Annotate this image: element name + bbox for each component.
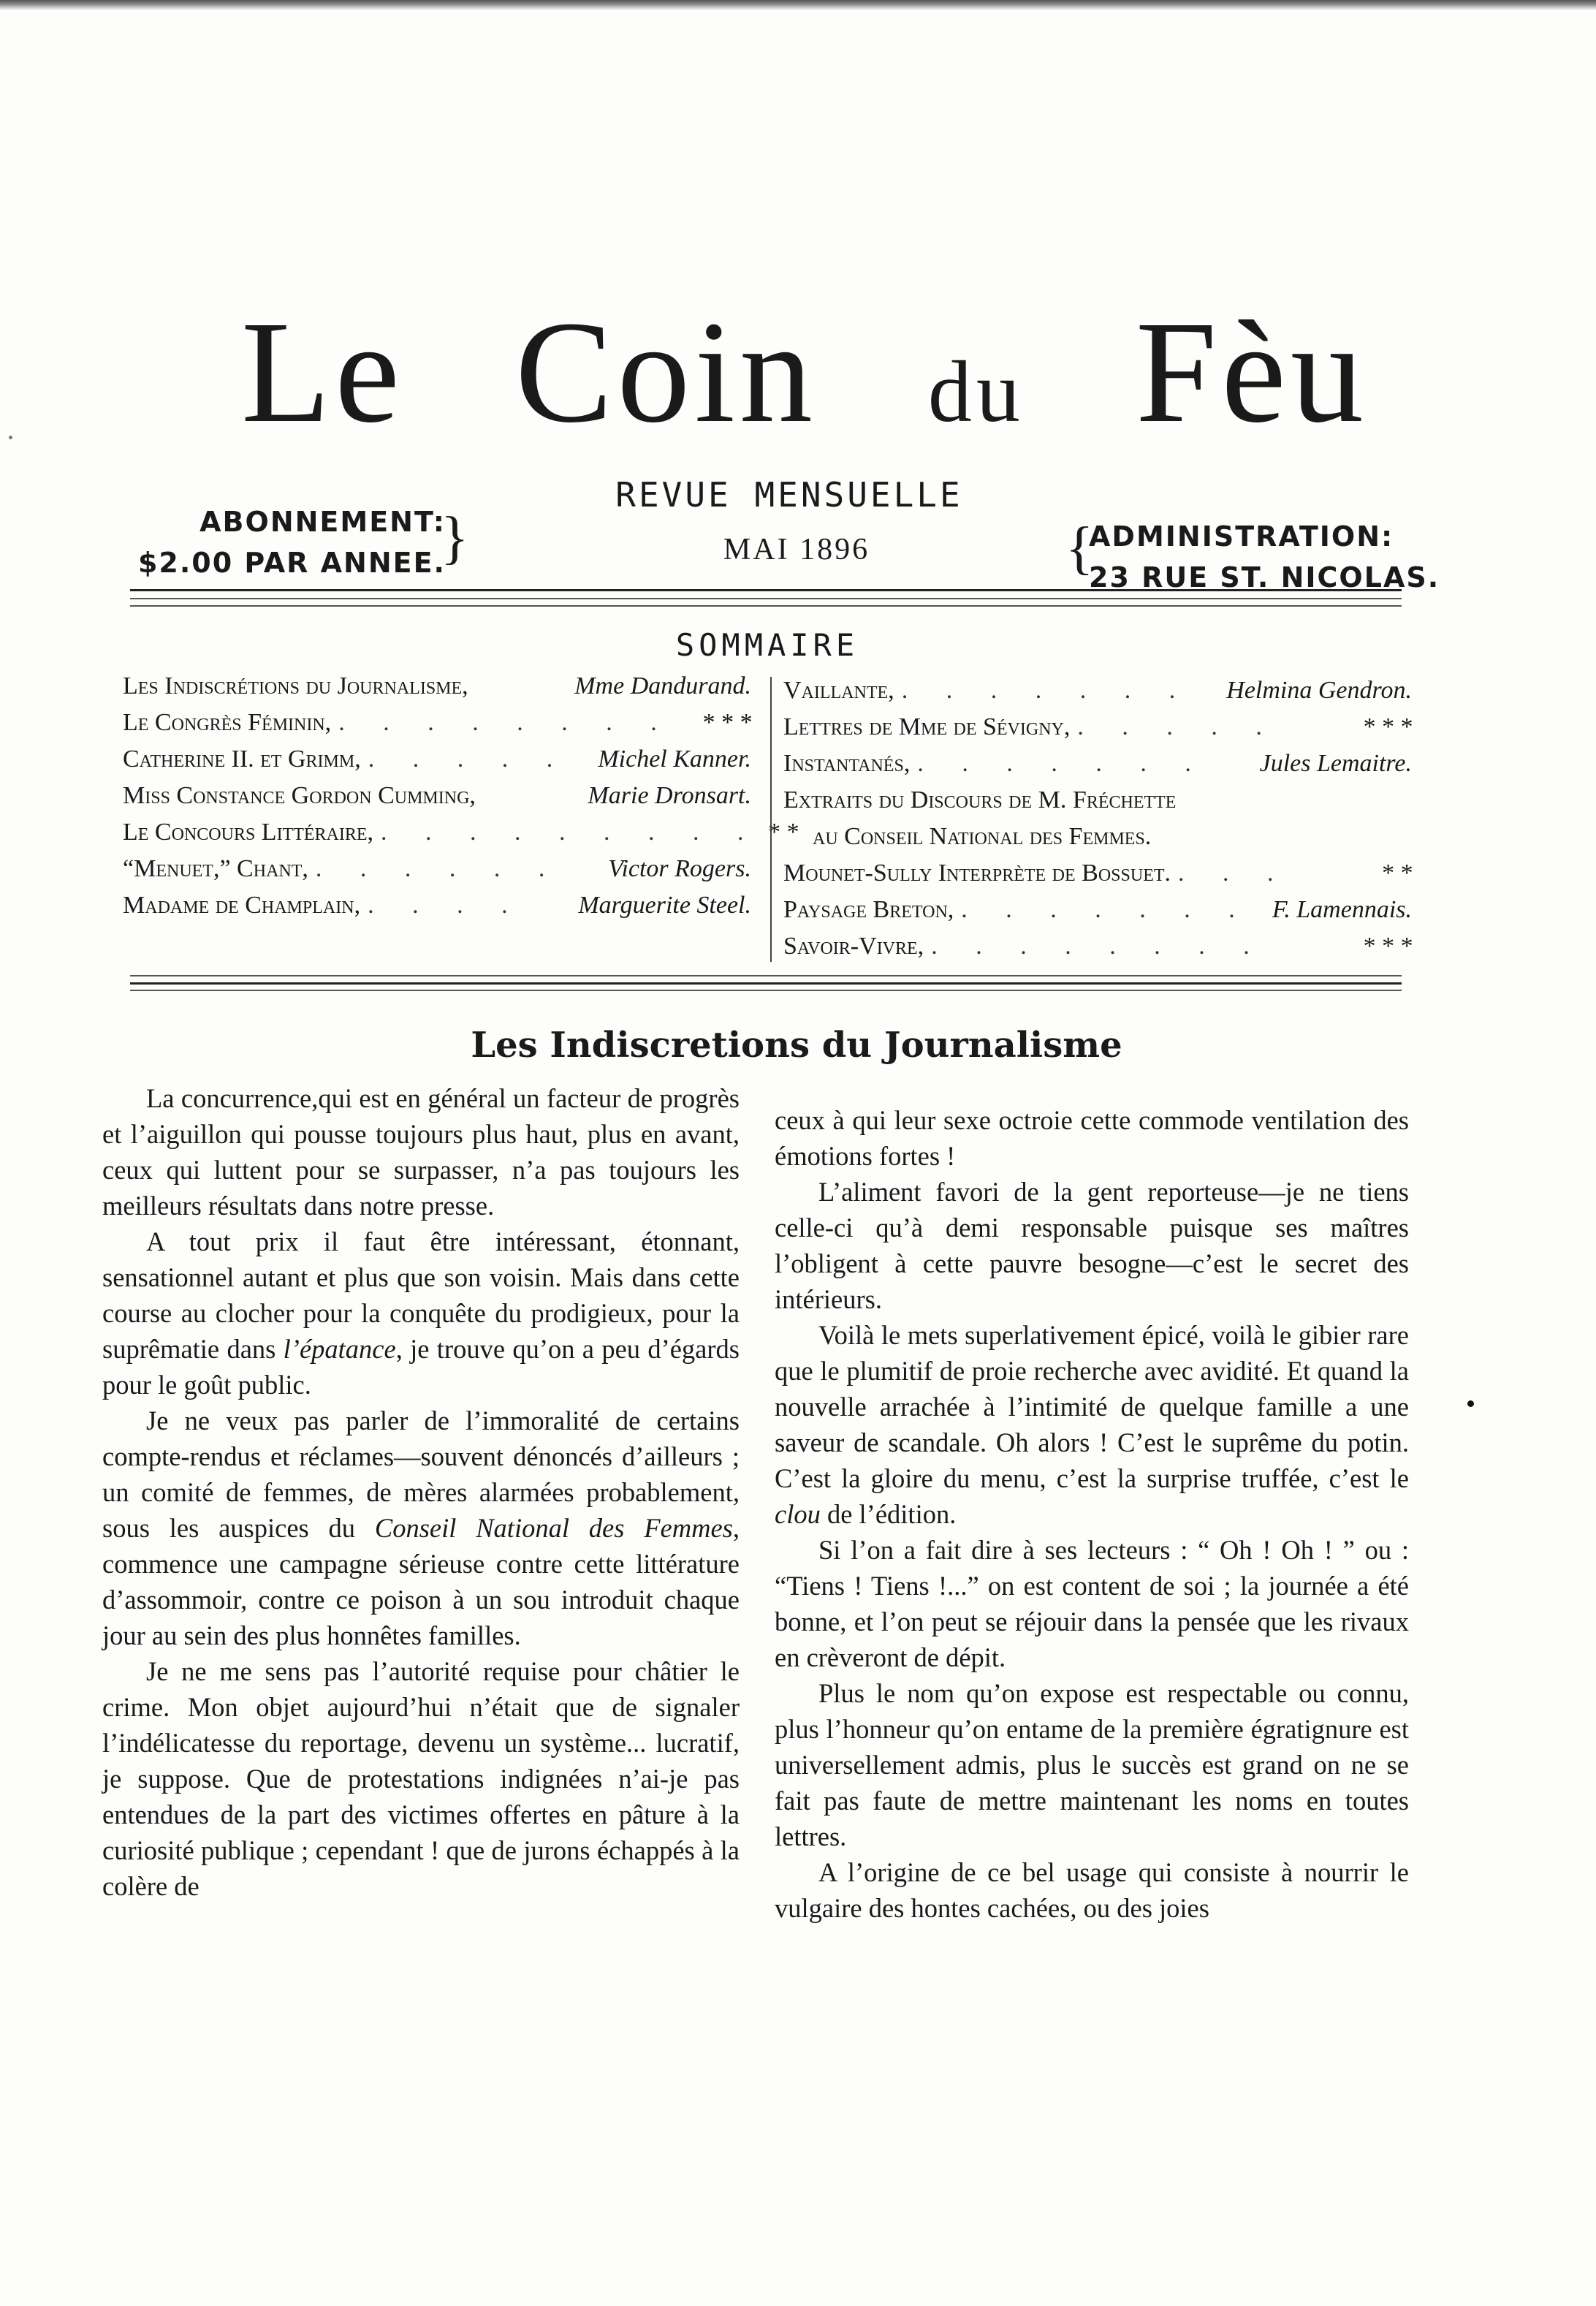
toc-entry: Catherine II. et Grimm, . . . . . Michel Kanner. bbox=[123, 746, 751, 773]
article-title: Les Indiscretions du Journalisme bbox=[471, 1025, 1122, 1066]
toc-author: * * * bbox=[1362, 713, 1412, 740]
brace-right: { bbox=[1065, 516, 1094, 580]
toc-entry: Vaillante, . . . . . . . Helmina Gendron. bbox=[783, 677, 1412, 704]
toc-entry: Madame de Champlain, . . . . Marguerite Steel. bbox=[123, 892, 751, 919]
paragraph-italic: Conseil National des Femmes bbox=[374, 1513, 733, 1543]
title-word-le: Le bbox=[241, 292, 404, 453]
toc-entry bbox=[783, 786, 1412, 823]
paragraph: ceux à qui leur sexe octroie cette commode ventilation des émotions fortes ! bbox=[775, 1105, 1409, 1171]
paragraph: L’aliment favori de la gent reporteuse—je ne tiens celle-ci qu’à demi responsable puisque ses maîtres l’obligent à cette pauvre besogne—c’est le secret des intérieurs. bbox=[775, 1177, 1409, 1314]
paragraph: Si l’on a fait dire à ses lecteurs : “ Oh ! Oh ! ” ou : “Tiens ! Tiens !...” on est content de soi ; la journée a été bonne, et l’on peut se réjouir dans la pensée que les rivaux en crèveront de dépit. bbox=[775, 1535, 1409, 1672]
paragraph-italic: clou bbox=[775, 1499, 821, 1529]
toc-entry: Instantanés, . . . . . . . Jules Lemaitre. bbox=[783, 750, 1412, 777]
toc-title: Le Concours Littéraire, bbox=[123, 819, 374, 846]
toc-title: Miss Constance Gordon Cumming, bbox=[123, 782, 476, 809]
scan-speck bbox=[1467, 1400, 1474, 1407]
title-word-coin: Coin bbox=[514, 292, 817, 453]
toc-title: Les Indiscrétions du Journalisme, bbox=[123, 672, 468, 699]
paragraph bbox=[102, 1224, 740, 1403]
toc-entry: Paysage Breton, . . . . . . . F. Lamennais. bbox=[783, 896, 1412, 923]
title-word-feu: Fèu bbox=[1135, 292, 1368, 453]
paragraph: La concurrence,qui est en général un facteur de progrès et l’aiguillon qui pousse toujours plus haut, plus en avant, ceux qui luttent pour se surpasser, n’a pas toujours les meilleurs résultats dans notre presse. bbox=[102, 1083, 740, 1221]
journal-subtitle: REVUE MENSUELLE bbox=[615, 475, 963, 515]
paragraph bbox=[775, 1317, 1409, 1532]
article-column-left bbox=[102, 1080, 740, 1904]
scan-speck bbox=[9, 436, 12, 439]
paragraph-text: , je trouve qu’on a peu d’égards pour le goût public. bbox=[102, 1334, 740, 1400]
toc-title: Extraits du Discours de M. Fréchette bbox=[783, 786, 1177, 813]
title-word-du: du bbox=[927, 343, 1025, 440]
toc-title: Lettres de Mme de Sévigny, bbox=[783, 713, 1071, 740]
administration-label: ADMINISTRATION: bbox=[1089, 520, 1394, 553]
toc-entry: Mounet-Sully Interprète de Bossuet. . . . * * bbox=[783, 860, 1412, 887]
toc-title: Savoir-Vivre, bbox=[783, 933, 924, 960]
article-column-right bbox=[775, 1102, 1409, 1926]
toc-entry bbox=[783, 823, 1412, 860]
paragraph-text: Je ne veux pas parler de l’immoralité de certains compte-rendus et réclames—souvent dénoncés d’ailleurs ; un comité de femmes, de mères alarmées probablement, sous les auspices du bbox=[102, 1406, 740, 1543]
toc-entry: Savoir-Vivre, . . . . . . . . * * * bbox=[783, 933, 1412, 960]
divider bbox=[130, 975, 1402, 976]
toc-title: “Menuet,” Chant, bbox=[123, 855, 308, 882]
toc-author: F. Lamennais. bbox=[1272, 896, 1412, 923]
administration-info bbox=[1089, 516, 1440, 598]
subscription-info bbox=[132, 501, 446, 583]
toc-entry bbox=[123, 672, 751, 709]
toc-author: * * * bbox=[1362, 933, 1412, 960]
toc-author: * * * bbox=[702, 709, 751, 736]
paragraph-text: A tout prix il faut être intéressant, étonnant, sensationnel autant et plus que son voisin. Mais dans cette course au clocher pour la conquête du prodigieux, pour la suprêmatie dans bbox=[102, 1226, 740, 1364]
divider bbox=[130, 605, 1402, 607]
divider bbox=[130, 990, 1402, 991]
sommaire-right-column bbox=[783, 677, 1412, 969]
sommaire-left-column bbox=[123, 672, 799, 928]
toc-title: Vaillante, bbox=[783, 677, 894, 704]
toc-author: Helmina Gendron. bbox=[1226, 677, 1412, 704]
toc-author: * * bbox=[1380, 860, 1412, 887]
toc-title: au Conseil National des Femmes. bbox=[813, 823, 1152, 850]
paragraph: Je ne me sens pas l’autorité requise pour châtier le crime. Mon objet aujourd’hui n’était que de signaler l’indélicatesse du reportage, devenu un système... lucratif, je suppose. Que de protestations indignées n’ai-je pas entendues de la part des victimes offertes en pâture à la curiosité publique ; cependant ! que de jurons échappés à la colère de bbox=[102, 1656, 740, 1901]
toc-title: Instantanés, bbox=[783, 750, 911, 777]
toc-author: * * bbox=[767, 819, 799, 846]
journal-title bbox=[241, 292, 1368, 453]
issue-date: MAI 1896 bbox=[723, 533, 870, 566]
subscription-label: ABONNEMENT: bbox=[200, 506, 446, 538]
sommaire-column-separator bbox=[770, 677, 772, 962]
paragraph bbox=[102, 1403, 740, 1653]
brace-left: } bbox=[441, 506, 469, 570]
toc-title: Madame de Champlain, bbox=[123, 892, 361, 919]
toc-entry: “Menuet,” Chant, . . . . . . Victor Rogers. bbox=[123, 855, 751, 882]
toc-entry: Le Concours Littéraire, . . . . . . . . . * * bbox=[123, 819, 799, 846]
paragraph-text: Voilà le mets superlativement épicé, voilà le gibier rare que le plumitif de proie recherche avec avidité. Et quand la nouvelle arrachée à l’intimité de quelque famille a une saveur de scandale. Oh alors ! C’est le suprême du potin. C’est la gloire du menu, c’est la surprise truffée, c’est le bbox=[775, 1320, 1409, 1493]
toc-entry: Le Congrès Féminin, . . . . . . . . * * * bbox=[123, 709, 751, 736]
toc-title: Mounet-Sully Interprète de Bossuet. bbox=[783, 860, 1171, 887]
toc-author: Marguerite Steel. bbox=[578, 892, 751, 919]
toc-title: Le Congrès Féminin, bbox=[123, 709, 332, 736]
paragraph: A l’origine de ce bel usage qui consiste à nourrir le vulgaire des hontes cachées, ou des joies bbox=[775, 1857, 1409, 1923]
toc-author: Jules Lemaitre. bbox=[1259, 750, 1412, 777]
toc-author: Mme Dandurand. bbox=[574, 672, 751, 699]
toc-title: Paysage Breton, bbox=[783, 896, 954, 923]
toc-author: Marie Dronsart. bbox=[588, 782, 751, 809]
toc-author: Michel Kanner. bbox=[598, 746, 751, 773]
paragraph-text: de l’édition. bbox=[820, 1499, 957, 1529]
toc-author: Victor Rogers. bbox=[608, 855, 751, 882]
divider bbox=[130, 598, 1402, 599]
toc-entry bbox=[123, 782, 751, 819]
divider bbox=[130, 982, 1402, 985]
sommaire-heading: SOMMAIRE bbox=[675, 627, 859, 663]
administration-address: 23 RUE ST. NICOLAS. bbox=[1089, 561, 1440, 593]
subscription-price: $2.00 PAR ANNEE. bbox=[137, 547, 446, 579]
paragraph-text: , commence une campagne sérieuse contre cette littérature d’assommoir, contre ce poison à un sou introduit chaque jour au sein des plus honnêtes familles. bbox=[102, 1513, 740, 1650]
paragraph-italic: l’épatance bbox=[283, 1334, 396, 1364]
divider bbox=[130, 589, 1402, 591]
scan-top-edge bbox=[0, 0, 1596, 10]
toc-title: Catherine II. et Grimm, bbox=[123, 746, 361, 773]
paragraph: Plus le nom qu’on expose est respectable ou connu, plus l’honneur qu’on entame de la première égratignure est universellement admis, plus le succès est grand on ne se fait pas faute de mettre maintenant les noms en toutes lettres. bbox=[775, 1678, 1409, 1851]
toc-entry: Lettres de Mme de Sévigny, . . . . . * * * bbox=[783, 713, 1412, 740]
